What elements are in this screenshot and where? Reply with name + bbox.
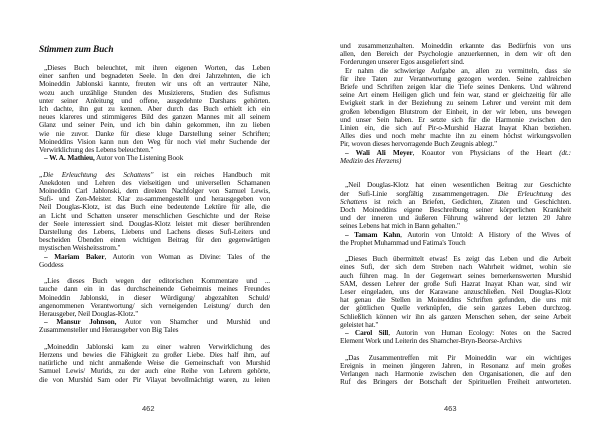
attribution-name: – Wali Ali Meyer xyxy=(345,147,413,157)
text-span: the Prophet Muhammad und Fatima's Touch xyxy=(340,237,466,247)
text-span: geleistet hat." xyxy=(340,319,379,329)
text-span: wozu auch unzählige Stunden des Musizierens, Studien des Sufismus xyxy=(39,87,270,97)
text-line xyxy=(39,260,270,269)
text-span: seines Lebens hat mich in Bann gehalten." xyxy=(340,221,460,231)
text-span: „Dieses Buch übermittelt etwas! Es zeigt das Leben und die Arbeit xyxy=(345,254,571,264)
text-span: Ewigkeit stark in der Beziehung zu seinem Lehrer und vereint mit dem xyxy=(340,98,571,108)
text-span: für ihre Taten zur Verantwortung gezogen werden. Seine zahlreichen xyxy=(340,73,571,83)
text-span: natürliche und nicht anmaßende Weise die Gemeinschaft von Murshid xyxy=(39,358,270,368)
text-span: allen, den Bereich der Psychologie anzuerkennen, in dem wir oft den xyxy=(340,49,571,59)
text-span: , Koautor von Physicians of the Heart xyxy=(412,147,560,157)
text-line xyxy=(44,153,270,162)
text-span: Darstellung des Lebens, Liebens und Lachens dieses Sufi-Leiters und xyxy=(39,227,270,236)
text-span: „Neil Douglas-Klotz hat einen wesentlichen Beitrag zur Geschichte xyxy=(345,180,571,190)
text-span: Linien ein, die sich auf Pir-o-Murshid Hazrat Inayat Khan beziehen. xyxy=(340,123,571,132)
text-line xyxy=(340,336,571,345)
right-page xyxy=(340,0,571,435)
text-span: „Dieses Buch beleuchtet, mit ihren eigenen Worten, das Leben xyxy=(44,63,270,72)
text-span: Ereignis in meinen jüngeren Jahren, in Resonanz auf mein großes xyxy=(340,360,571,370)
italic-text: Schattens xyxy=(340,196,368,206)
text-span: ist ein reiches Handbuch mit xyxy=(153,169,270,179)
text-span: Autor von Shamcher und Murshid und xyxy=(116,317,270,327)
italic-text: (dt.: xyxy=(559,147,571,157)
text-span: „Das Zusammentreffen mit Pir Moineddin war ein wichtiges xyxy=(345,352,571,362)
text-span: Alles dies und noch mehr machte ihn zu einem höchst wirkungsvollen xyxy=(340,131,571,141)
text-span: eines Sufi, der sich dem Streben nach Wahrheit widmet, wohin sie xyxy=(340,262,571,272)
attribution-name: – Mariam Baker xyxy=(44,251,105,261)
text-span: „Moineddin Jablonski kam zu einer wahren Verwirklichung des xyxy=(44,341,270,351)
text-span: der Sufi-Linie sorgfältig zusammengetragen. xyxy=(340,188,498,198)
text-span: Moineddin Jablonski kannte, freuten wir uns oft an vertrauter Nähe, xyxy=(39,79,270,89)
text-span: Anekdoten und Lehren des vielseitigen und universellen Schamanen xyxy=(39,177,270,187)
attribution-name: – W. A. Mathieu, xyxy=(44,153,95,163)
attribution-name: – Tamam Kahn xyxy=(345,229,401,239)
text-span: ist reich an Briefen, Gedichten, Zitaten und Geschichten. xyxy=(367,196,571,206)
text-span: Schließlich können wir ihn als ganzen Menschen sehen, der seine Arbeit xyxy=(340,311,571,321)
text-span: , Autorin von Human Ecology: Notes on the Sacred xyxy=(388,328,571,337)
text-span: Moineddin Jablonski, in dieser Würdigung/ abgezahlten Schuld/ xyxy=(39,292,270,302)
text-span: Glanz und seiner Pein, und ich bin dahin gekommen, ihn zu lieben xyxy=(39,120,270,130)
text-span: Autor von The Listening Book xyxy=(94,153,184,163)
text-span: Briefe und Schriften zeigen klar die Tiefe seines Denkens. Und während xyxy=(340,82,571,91)
text-span: tauche dann ein in das durchscheinende Geheimnis meines Freundes xyxy=(39,284,270,294)
text-span: wie nie zuvor. Danke für diese kluge Darstellung seiner Schriften; xyxy=(39,128,270,138)
text-span: Sufi- und Zen-Meister. Klar zu-sammengestellt und herausgegeben von xyxy=(39,194,270,204)
text-span: an Licht und Schatten unserer menschlichen Geschichte und der Reise xyxy=(39,210,270,220)
text-span: Moineddin Carl Jablonski, dem direkten Nachfolger von Samuel Lewis, xyxy=(39,186,270,195)
text-span: Neil Douglas-Klotz, ist das Buch eine bedeutende Lektüre für alle, die xyxy=(39,202,270,212)
text-span: , Autorin von Woman as Divine: Tales of the xyxy=(104,251,270,261)
text-span: seine Art einem Heiligen glich und fein war, stand er gleichzeitig für alle xyxy=(340,90,571,100)
attribution-name: – Carol Sill xyxy=(345,328,389,337)
text-span: Goddess xyxy=(39,259,64,269)
text-span: Ruf des Bringers der Botschaft der Spirituellen Freiheit antworteten. xyxy=(340,377,571,387)
text-span: „Lies dieses Buch wegen der editorischen Kommentare und ... xyxy=(44,276,270,286)
text-span: , Autorin von Untold: A History of the Wives of xyxy=(400,229,571,239)
text-line xyxy=(340,238,571,247)
text-line xyxy=(39,325,270,334)
text-span: bescheiden Übenden einen wichtigen Beitrag für den gegenwärtigen xyxy=(39,235,270,245)
section-title: Stimmen zum Buch xyxy=(39,45,114,55)
text-span: Moineddins Vision kann nun den Weg für noch viel mehr Suchende der xyxy=(39,136,270,146)
text-span: angenommenen Verantwortung/ sich verneigenden Leistung/ durch den xyxy=(39,300,270,310)
italic-text: „Die Erleuchtung des Schattens" xyxy=(39,169,154,179)
text-span: Element Work und Leiterin des Shamcher-Bryn-Beorse-Archivs xyxy=(340,336,522,346)
text-span: der göttlichen Quelle verknüpfen, die sein ganzes Leben durchzog. xyxy=(340,303,571,313)
text-span: Doch Moineddins eigene Beschreibung seiner körperlichen Krankheit xyxy=(340,205,571,214)
text-span: einer sanften und begnadeten Seele. In den drei Jahrzehnten, die ich xyxy=(39,71,270,81)
text-span: auch führen mag. In der Gegenwart seines bemerkenswerten Murshid xyxy=(340,270,571,280)
text-span: Forderungen unserer Egos ausgeliefert sind. xyxy=(340,57,465,67)
text-span: die von Murshid Sam oder Pir Vilayat bevollmächtigt waren, zu leiten xyxy=(39,374,270,384)
text-span: Herzens und bewies die Fähigkeit zu großer Liebe. Dies half ihm, auf xyxy=(39,350,270,359)
text-span: Ich dachte, ihn gut zu kennen. Aber durch das Buch erhielt ich ein xyxy=(39,104,270,113)
attribution-name: – Mansur Johnson, xyxy=(44,317,117,327)
text-span: unter seiner Anleitung und offene, ausgedehnte Darshans gehörten. xyxy=(39,95,270,105)
text-span: Leser eingeladen, uns der Karawane anzuschließen. Neil Douglas-Klotz xyxy=(340,287,571,296)
text-span: Samuel Lewis/ Murids, zu der auch eine Reihe von Lehrern gehörte, xyxy=(39,366,270,376)
text-span: Herausgeber, Neil Douglas-Klotz." xyxy=(39,309,139,318)
page-number-right: 463 xyxy=(444,404,457,413)
text-span: Verlangen nach Harmonie zwischen den Organisationen, die auf den xyxy=(340,369,571,378)
text-line xyxy=(340,377,571,386)
italic-text: Die Erleuchtung des xyxy=(497,188,571,198)
text-span: mystischen Weisheitsstrom." xyxy=(39,243,121,253)
text-span: neues klareres und stimmigeres Bild des ganzen Mannes mit all seinem xyxy=(39,112,270,122)
text-span: und der inneren und äußeren Führung während der letzten 20 Jahre xyxy=(340,213,571,223)
text-line xyxy=(340,156,571,165)
text-span: großen lebendigen Blutstrom der Einheit, in der wir leben, uns bewegen xyxy=(340,106,571,116)
text-span: hat genau die Stellen in Moineddins Schriften gefunden, die uns mit xyxy=(340,295,571,305)
text-span: Pir, wovon dieses hervorragende Buch Zeugnis ablegt." xyxy=(340,139,498,149)
text-span: Er nahm die schwierige Aufgabe an, allen zu vermitteln, dass sie xyxy=(345,65,571,75)
text-span: Verwirklichung des Lebens beleuchten." xyxy=(39,145,154,154)
italic-text: Medizin des Herzens) xyxy=(340,155,402,165)
text-line xyxy=(39,375,270,384)
left-page xyxy=(39,0,270,435)
text-span: und unser Sein haben. Er setzte sich für die Harmonie zwischen den xyxy=(340,114,571,124)
page-number-left: 462 xyxy=(142,404,155,413)
text-span: SAM, dessen Lehrer der große Sufi Hazrat Inayat Khan war, sind wir xyxy=(340,278,571,288)
text-span: Zusammensteller und Herausgeber von Big Tales xyxy=(39,325,179,335)
text-span: und zusammenzuhalten. Moineddin erkannte das Bedürfnis von uns xyxy=(340,41,571,50)
text-span: der Seele interessiert sind. Douglas-Klotz leistet mit dieser berührenden xyxy=(39,218,270,228)
